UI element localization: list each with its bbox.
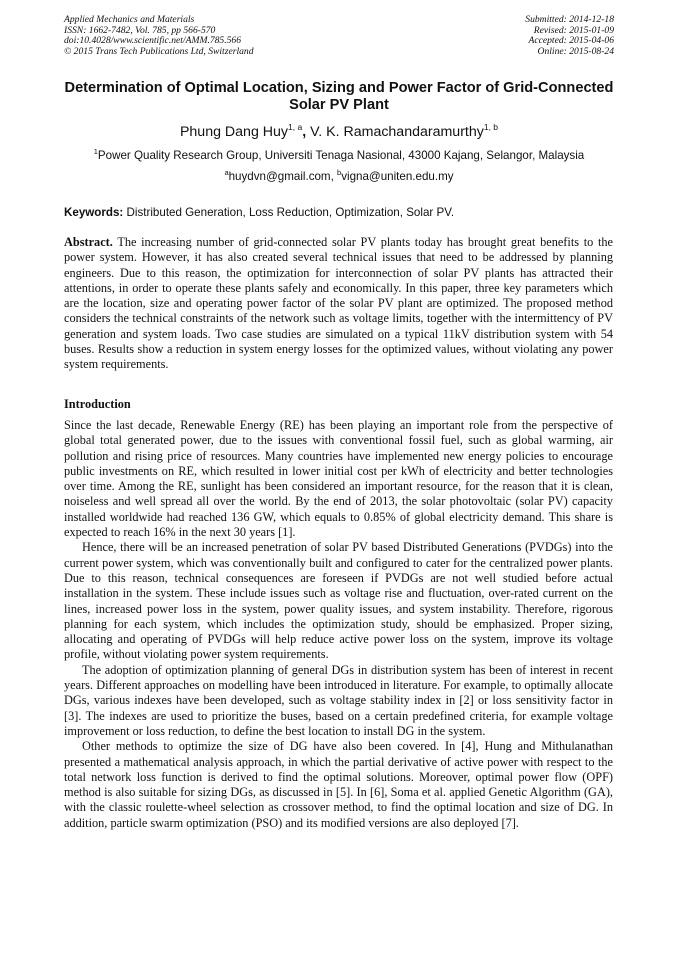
introduction-body xyxy=(64,418,613,831)
email-mark: a xyxy=(224,168,229,177)
email-address: huydvn@gmail.com xyxy=(228,170,331,183)
abstract xyxy=(64,235,613,373)
affiliation-text: Power Quality Research Group, Universiti Tenaga Nasional, 43000 Kajang, Selangor, Malaysia xyxy=(97,149,585,162)
paragraph: Other methods to optimize the size of DG have also been covered. In [4], Hung and Mithulanathan presented a mathematical analysis approach, in which the partial derivative of active power with respect to the total network loss function is derived to find the optimal solutions. Moreover, optimal power flow (OPF) method is also suitable for sizing DGs, as discussed in [5]. In [6], Soma et al. applied Genetic Algorithm (GA), with the classic roulette-wheel selection as crossover method, to find the optimal location and size of DG. In addition, particle swarm optimization (PSO) and its modified versions are also deployed [7]. xyxy=(64,739,613,830)
keywords xyxy=(64,206,614,220)
author-emails xyxy=(64,170,614,184)
email-mark: b xyxy=(337,168,342,177)
abstract-text: The increasing number of grid-connected solar PV plants today has brought great benefits to the power system. However, it has also created several technical issues that need to be addressed by planning engineers. Due to this reason, the optimization for interconnection of solar PV plants has attracted their attentions, in order to operate these plants safely and economically. In this paper, three key parameters which are the location, size and operating power factor of the solar PV plant are optimized. The proposed method considers the technical constraints of the network such as voltage limits, together with the intermittency of PV generation and system loads. Two case studies are simulated on a typical 11kV distribution system with 54 buses. Results show a reduction in system energy losses for the optimized values, without violating any power system requirements. xyxy=(64,235,613,372)
doi-line: doi:10.4028/www.scientific.net/AMM.785.566 xyxy=(64,35,242,47)
keywords-text: Distributed Generation, Loss Reduction, Optimization, Solar PV. xyxy=(126,206,455,219)
affiliation xyxy=(64,149,614,163)
author-affiliation-mark: 1, b xyxy=(483,122,499,132)
affiliation-mark: 1 xyxy=(93,147,98,156)
copyright-line: © 2015 Trans Tech Publications Ltd, Switzerland xyxy=(64,45,254,57)
revised-date: Revised: 2015-01-09 xyxy=(533,24,614,36)
submission-dates xyxy=(525,15,614,57)
author-name: V. K. Ramachandaramurthy xyxy=(310,124,484,140)
author-affiliation-mark: 1, a xyxy=(288,122,303,132)
paragraph: Hence, there will be an increased penetration of solar PV based Distributed Generations (PVDGs) into the current power system, which was conventionally built and configured to cater for the centralized power plants. Due to this reason, technical consequences are foreseen if PVDGs are not well studied before actual installation in the system. These include issues such as voltage rise and fluctuation, over-rated current on the lines, increased power loss in the system, power quality issues, and system instability. Therefore, rigorous planning for each system, which includes the optimization study, should be emphasized. Proper sizing, allocating and operating of PVDGs will help reduce active power loss on the system, improve its voltage profile, without violating power system requirements. xyxy=(64,540,613,662)
journal-info xyxy=(64,15,254,57)
paragraph: The adoption of optimization planning of general DGs in distribution system has been of interest in recent years. Different approaches on modelling have been introduced in literature. For example, to optimally allocate DGs, various indexes have been developed, such as voltage stability index in [2] or loss sensitivity factor in [3]. The indexes are used to prioritize the buses, based on a certain predefined criteria, for example voltage improvement or loss reduction, to define the best location to install DG in the system. xyxy=(64,662,613,738)
author-separator: , xyxy=(302,124,311,140)
email-separator: , xyxy=(330,170,338,183)
author-name: Phung Dang Huy xyxy=(179,124,289,140)
accepted-date: Accepted: 2015-04-06 xyxy=(528,35,614,47)
journal-name: Applied Mechanics and Materials xyxy=(64,14,195,25)
section-heading: Introduction xyxy=(64,397,131,411)
submitted-date: Submitted: 2014-12-18 xyxy=(525,14,614,25)
abstract-label: Abstract. xyxy=(64,235,113,249)
issn-line: ISSN: 1662-7482, Vol. 785, pp 566-570 xyxy=(64,24,216,36)
paper-title: Determination of Optimal Location, Sizing and Power Factor of Grid-Connected Solar PV Plant xyxy=(64,80,614,113)
paragraph: Since the last decade, Renewable Energy (RE) has been playing an important role from the perspective of global total generated power, due to the issues with conventional fossil fuel, such as global warming, air pollution and rising price of resources. Many countries have implemented new energy policies to encourage public investments on RE, which resulted in lower initial cost per kWh of electricity and better technologies over time. Among the RE, sunlight has been considered an important resource, for the reason that it is clean, noiseless and well spread all over the world. By the end of 2013, the solar photovoltaic (solar PV) capacity installed worldwide had reached 136 GW, which equals to 0.85% of global electricity demand. This share is expected to reach 16% in the next 30 years [1]. xyxy=(64,418,613,540)
keywords-label: Keywords: xyxy=(64,206,124,219)
online-date: Online: 2015-08-24 xyxy=(537,45,614,57)
email-address: vigna@uniten.edu.my xyxy=(341,170,454,183)
author-list xyxy=(64,123,614,141)
